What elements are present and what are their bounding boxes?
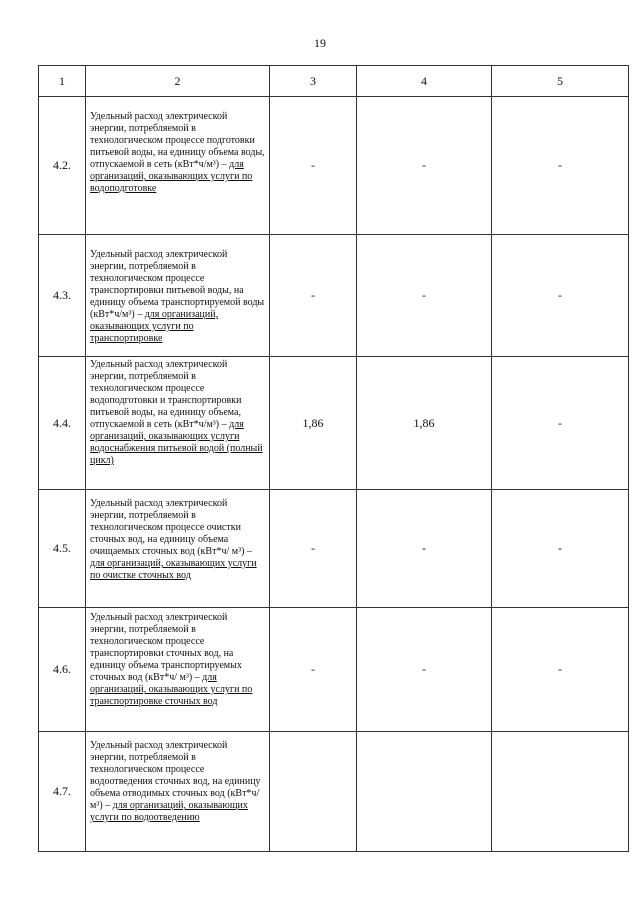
description-text: Удельный расход электрической энергии, потребляемой в технологическом процессе подготовки питьевой воды, на единицу объема воды, отпускаемой в сеть (кВт*ч/м³) – — [90, 111, 265, 170]
table-row — [39, 732, 629, 852]
table-row — [39, 608, 629, 732]
description-text: Удельный расход электрической энергии, потребляемой в технологическом процессе водоподготовки и транспортировки питьевой воды, на единицу объема, отпускаемой в сеть (кВт*ч/м³) – — [90, 359, 242, 430]
value-col-4: - — [357, 608, 492, 732]
row-description — [86, 97, 270, 235]
row-number: 4.5. — [39, 490, 86, 608]
value-col-5: - — [492, 357, 629, 490]
description-text: Удельный расход электрической энергии, потребляемой в технологическом процессе транспортировки сточных вод, на единицу объема транспортируемых сточных вод (кВт*ч/ м³) – — [90, 612, 242, 683]
header-col-1: 1 — [39, 66, 86, 97]
value-col-4: 1,86 — [357, 357, 492, 490]
value-col-3: - — [270, 490, 357, 608]
row-number: 4.3. — [39, 235, 86, 357]
description-scope: для организаций, оказывающих услуги по водоотведению — [90, 800, 248, 823]
row-description — [86, 732, 270, 852]
description-text: Удельный расход электрической энергии, потребляемой в технологическом процессе водоотведения сточных вод, на единицу объема отводимых сточных вод (кВт*ч/ м³) – — [90, 740, 261, 811]
value-col-5: - — [492, 97, 629, 235]
table-row — [39, 357, 629, 490]
value-col-3: - — [270, 97, 357, 235]
value-col-5 — [492, 732, 629, 852]
description-scope: для организаций, оказывающих услуги водоснабжения питьевой водой (полный цикл) — [90, 419, 263, 466]
value-col-4 — [357, 732, 492, 852]
value-col-5: - — [492, 235, 629, 357]
value-col-5: - — [492, 490, 629, 608]
value-col-4: - — [357, 235, 492, 357]
value-col-3: - — [270, 235, 357, 357]
description-text: Удельный расход электрической энергии, потребляемой в технологическом процессе транспортировки питьевой воды, на единицу объема транспортируемой воды (кВт*ч/м³) – — [90, 249, 265, 320]
table-header-row — [39, 66, 629, 97]
value-col-3 — [270, 732, 357, 852]
row-number: 4.2. — [39, 97, 86, 235]
row-description — [86, 357, 270, 490]
description-scope: для организаций, оказывающих услуги по водоподготовке — [90, 159, 253, 194]
row-number: 4.6. — [39, 608, 86, 732]
row-number: 4.7. — [39, 732, 86, 852]
description-scope: для организаций, оказывающих услуги по очистке сточных вод — [90, 558, 257, 581]
row-description — [86, 608, 270, 732]
description-scope: для организаций, оказывающих услуги по транспортировке — [90, 309, 219, 344]
value-col-5: - — [492, 608, 629, 732]
value-col-3: - — [270, 608, 357, 732]
table-row — [39, 97, 629, 235]
value-col-4: - — [357, 97, 492, 235]
row-number: 4.4. — [39, 357, 86, 490]
header-col-4: 4 — [357, 66, 492, 97]
row-description — [86, 235, 270, 357]
header-col-2: 2 — [86, 66, 270, 97]
table-row — [39, 235, 629, 357]
description-scope: для организаций, оказывающих услуги по транспортировке сточных вод — [90, 672, 253, 707]
header-col-3: 3 — [270, 66, 357, 97]
value-col-3: 1,86 — [270, 357, 357, 490]
table-row — [39, 490, 629, 608]
data-table — [38, 65, 629, 852]
page-number: 19 — [314, 36, 326, 50]
description-text: Удельный расход электрической энергии, потребляемой в технологическом процессе очистки сточных вод, на единицу объема очищаемых сточных вод (кВт*ч/ м³) – — [90, 498, 252, 557]
header-col-5: 5 — [492, 66, 629, 97]
row-description — [86, 490, 270, 608]
value-col-4: - — [357, 490, 492, 608]
